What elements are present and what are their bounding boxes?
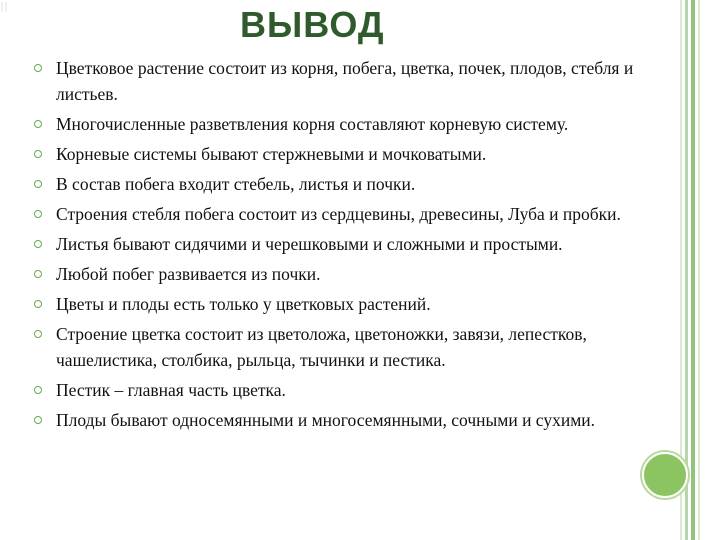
bullet-icon xyxy=(34,180,42,188)
decorative-circle xyxy=(642,452,688,498)
list-item xyxy=(34,407,654,433)
slide-title: ВЫВОД xyxy=(240,4,385,45)
bullet-text: В состав побега входит стебель, листья и почки. xyxy=(56,174,416,194)
bullet-text: Строения стебля побега состоит из сердцевины, древесины, Луба и пробки. xyxy=(56,204,621,224)
bullet-icon xyxy=(34,120,42,128)
bullet-text: Любой побег развивается из почки. xyxy=(56,264,321,284)
bullet-icon xyxy=(34,64,42,72)
side-stripes xyxy=(680,0,702,540)
bullet-text: Цветковое растение состоит из корня, побега, цветка, почек, плодов, стебля и листьев. xyxy=(56,58,634,104)
list-item xyxy=(34,321,654,373)
bullet-text: Строение цветка состоит из цветоложа, цветоножки, завязи, лепестков, чашелистика, столбика, рыльца, тычинки и пестика. xyxy=(56,324,587,370)
list-item xyxy=(34,55,654,107)
bullet-icon xyxy=(34,270,42,278)
stripe xyxy=(685,0,688,540)
bullet-icon xyxy=(34,240,42,248)
stripe xyxy=(691,0,695,540)
bullet-icon xyxy=(34,210,42,218)
corner-decoration xyxy=(0,0,22,12)
bullet-text: Многочисленные разветвления корня составляют корневую систему. xyxy=(56,114,569,134)
list-item xyxy=(34,141,654,167)
bullet-list xyxy=(34,55,654,437)
list-item xyxy=(34,111,654,137)
bullet-icon xyxy=(34,150,42,158)
list-item xyxy=(34,171,654,197)
bullet-text: Плоды бывают односемянными и многосемянными, сочными и сухими. xyxy=(56,410,596,430)
bullet-text: Корневые системы бывают стержневыми и мочковатыми. xyxy=(56,144,487,164)
list-item xyxy=(34,201,654,227)
list-item xyxy=(34,291,654,317)
list-item xyxy=(34,231,654,257)
bullet-text: Листья бывают сидячими и черешковыми и сложными и простыми. xyxy=(56,234,563,254)
bullet-icon xyxy=(34,300,42,308)
bullet-text: Цветы и плоды есть только у цветковых растений. xyxy=(56,294,431,314)
list-item xyxy=(34,261,654,287)
list-item xyxy=(34,377,654,403)
bullet-icon xyxy=(34,386,42,394)
bullet-icon xyxy=(34,416,42,424)
bullet-text: Пестик – главная часть цветка. xyxy=(56,380,286,400)
stripe xyxy=(698,0,700,540)
bullet-icon xyxy=(34,330,42,338)
